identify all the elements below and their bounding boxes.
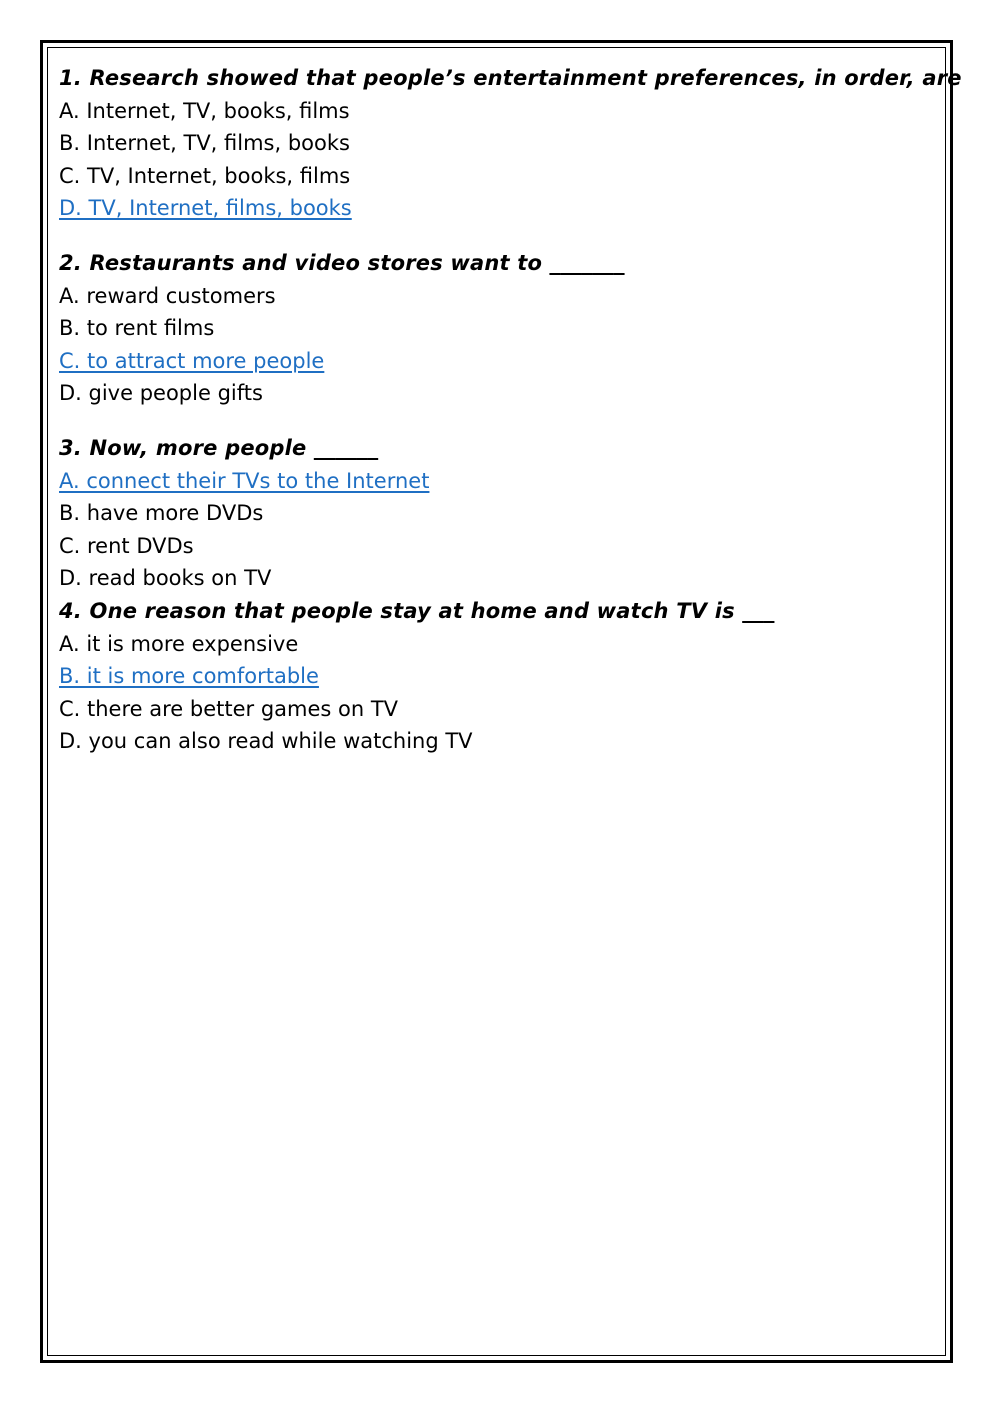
- question-1: [59, 62, 962, 95]
- question-4-text: One reason that people stay at home and watch TV is: [89, 598, 735, 623]
- question-2: [59, 247, 925, 280]
- question-4-blank: ___: [742, 598, 775, 623]
- question-3-text: Now, more people: [89, 435, 307, 460]
- option-4b-correct-answer[interactable]: B. it is more comfortable: [59, 664, 319, 689]
- option-3b[interactable]: B. have more DVDs: [59, 501, 264, 526]
- option-3a-correct-answer[interactable]: A. connect their TVs to the Internet: [59, 468, 430, 493]
- question-4: [59, 595, 925, 628]
- question-1-text: Research showed that people’s entertainment preferences, in order, are: [89, 66, 962, 90]
- spacer: [59, 225, 925, 247]
- option-4c[interactable]: C. there are better games on TV: [59, 696, 399, 721]
- question-4-number: 4.: [59, 598, 82, 623]
- question-block-1: [59, 62, 962, 225]
- option-1a[interactable]: A. Internet, TV, books, films: [59, 98, 350, 123]
- question-1-number: 1.: [59, 66, 82, 90]
- option-4d[interactable]: D. you can also read while watching TV: [59, 729, 473, 754]
- quiz-content: [59, 62, 962, 758]
- question-2-blank: _______: [549, 250, 625, 275]
- option-4a[interactable]: A. it is more expensive: [59, 631, 299, 656]
- option-1d-correct-answer[interactable]: D. TV, Internet, films, books: [59, 196, 352, 221]
- option-2a[interactable]: A. reward customers: [59, 283, 276, 308]
- spacer: [59, 410, 925, 432]
- option-3c[interactable]: C. rent DVDs: [59, 533, 194, 558]
- option-2d[interactable]: D. give people gifts: [59, 381, 263, 406]
- question-block-3: [59, 432, 925, 595]
- question-3: [59, 432, 925, 465]
- option-1c[interactable]: C. TV, Internet, books, films: [59, 163, 351, 188]
- option-2b[interactable]: B. to rent films: [59, 316, 215, 341]
- question-3-blank: ______: [313, 435, 379, 460]
- question-block-4: [59, 595, 925, 758]
- option-1b[interactable]: B. Internet, TV, films, books: [59, 131, 350, 156]
- option-3d[interactable]: D. read books on TV: [59, 566, 272, 591]
- question-2-text: Restaurants and video stores want to: [89, 250, 543, 275]
- question-2-number: 2.: [59, 250, 82, 275]
- question-block-2: [59, 247, 925, 410]
- option-2c-correct-answer[interactable]: C. to attract more people: [59, 348, 325, 373]
- question-3-number: 3.: [59, 435, 82, 460]
